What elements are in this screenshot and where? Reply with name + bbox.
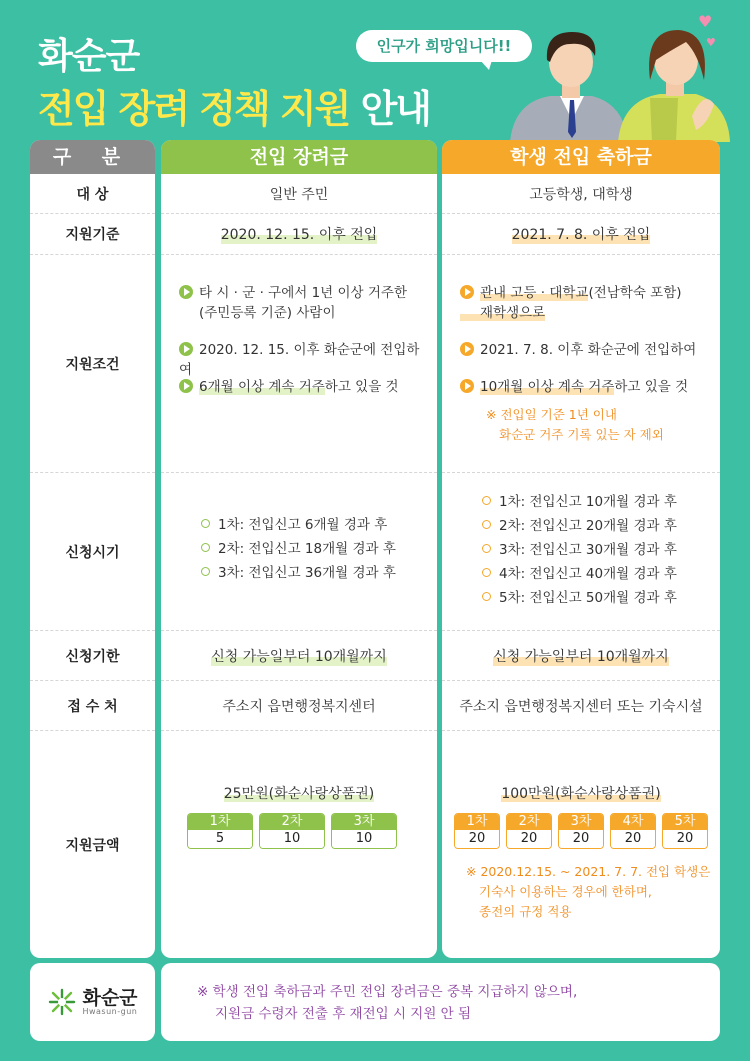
- list-item: 2차: 전입신고 18개월 경과 후: [201, 537, 396, 561]
- play-bullet-icon: [179, 342, 193, 356]
- basis-a: [161, 214, 437, 255]
- installment-chip: 4차 20: [610, 813, 656, 849]
- logo-subtitle: Hwasun-gun: [82, 1006, 138, 1016]
- installment-chip: 2차 10: [259, 813, 325, 849]
- installment-chip: 2차 20: [506, 813, 552, 849]
- amount-b-installments: [454, 813, 708, 849]
- condition-b-1: 관내 고등 · 대학교(전남학숙 포함) 재학생으로: [460, 283, 712, 323]
- amount-b-note: ※ 2020.12.15. ~ 2021. 7. 7. 전입 학생은 기숙사 이용하는 경우에 한하며, 종전의 규정 적용: [466, 864, 711, 919]
- row-label-amount: 지원금액: [65, 837, 120, 854]
- target-a: 일반 주민: [161, 174, 437, 214]
- installment-chip: 3차 20: [558, 813, 604, 849]
- installment-chip: 5차 20: [662, 813, 708, 849]
- county-logo: [30, 963, 155, 1041]
- resident-subsidy-column: [161, 140, 437, 958]
- circle-bullet-icon: [482, 568, 491, 577]
- circle-bullet-icon: [201, 519, 210, 528]
- list-item: 1차: 전입신고 6개월 경과 후: [201, 513, 396, 537]
- basis-a-text: 2020. 12. 15. 이후 전입: [221, 224, 378, 244]
- play-bullet-icon: [460, 379, 474, 393]
- office-b: 주소지 읍면행정복지센터 또는 기숙시설: [442, 681, 720, 731]
- condition-a-3: 6개월 이상 계속 거주하고 있을 것: [179, 377, 429, 397]
- label-column-header: 구 분: [30, 140, 155, 174]
- list-item: 3차: 전입신고 36개월 경과 후: [201, 561, 396, 585]
- schedule-a-list: [201, 513, 396, 585]
- logo-name: 화순군: [82, 986, 138, 1009]
- list-item: 5차: 전입신고 50개월 경과 후: [482, 586, 677, 610]
- footer-note: ※ 학생 전입 축하금과 주민 전입 장려금은 중복 지급하지 않으며, 지원금 수령자 전출 후 재전입 시 지원 안 됨: [161, 963, 720, 1041]
- play-bullet-icon: [179, 379, 193, 393]
- list-item: 4차: 전입신고 40개월 경과 후: [482, 562, 677, 586]
- list-item: 3차: 전입신고 30개월 경과 후: [482, 538, 677, 562]
- heart-icon: ♥: [706, 36, 716, 49]
- circle-bullet-icon: [482, 592, 491, 601]
- resident-subsidy-header: 전입 장려금: [161, 140, 437, 174]
- row-label-basis: 지원기준: [30, 214, 155, 255]
- condition-b-2: 2021. 7. 8. 이후 화순군에 전입하여: [460, 340, 712, 360]
- circle-bullet-icon: [482, 520, 491, 529]
- basis-b: [442, 214, 720, 255]
- office-a: 주소지 읍면행정복지센터: [161, 681, 437, 731]
- installment-chip: 3차 10: [331, 813, 397, 849]
- amount-a-installments: [187, 813, 397, 849]
- speech-bubble: 인구가 희망입니다!!: [356, 30, 532, 62]
- row-label-schedule: 신청시기: [30, 473, 155, 631]
- deadline-b: 신청 가능일부터 10개월까지: [442, 631, 720, 681]
- condition-b-3: 10개월 이상 계속 거주하고 있을 것: [460, 377, 712, 397]
- target-b: 고등학생, 대학생: [442, 174, 720, 214]
- row-label-conditions: 지원조건: [30, 255, 155, 473]
- condition-a-2: 2020. 12. 15. 이후 화순군에 전입하여: [179, 342, 420, 378]
- schedule-b-list: [482, 490, 677, 610]
- basis-b-text: 2021. 7. 8. 이후 전입: [512, 224, 651, 244]
- title-rest: 안내: [360, 87, 431, 131]
- title-highlight: 전입 장려 정책 지원: [38, 87, 350, 131]
- play-bullet-icon: [460, 342, 474, 356]
- amount-a-total: 25만원(화순사랑상품권): [223, 786, 375, 802]
- condition-a-1: 타 시 · 군 · 구에서 1년 이상 거주한 (주민등록 기준) 사람이: [179, 283, 429, 323]
- circle-bullet-icon: [201, 567, 210, 576]
- student-bonus-header: 학생 전입 축하금: [442, 140, 720, 174]
- list-item: 2차: 전입신고 20개월 경과 후: [482, 514, 677, 538]
- circle-bullet-icon: [482, 496, 491, 505]
- row-label-target: 대 상: [30, 174, 155, 214]
- installment-chip: 1차 20: [454, 813, 500, 849]
- circle-bullet-icon: [482, 544, 491, 553]
- play-bullet-icon: [460, 285, 474, 299]
- row-label-deadline: 신청기한: [30, 631, 155, 681]
- page-title: [38, 78, 430, 133]
- student-bonus-column: [442, 140, 720, 958]
- row-label-office: 접 수 처: [30, 681, 155, 731]
- installment-chip: 1차 5: [187, 813, 253, 849]
- condition-b-note: ※ 전입일 기준 1년 이내 화순군 거주 기록 있는 자 제외: [486, 407, 664, 442]
- play-bullet-icon: [179, 285, 193, 299]
- county-title: 화순군: [38, 36, 140, 77]
- sunburst-logo-icon: [47, 987, 77, 1017]
- heart-icon: ♥: [698, 12, 713, 31]
- circle-bullet-icon: [201, 543, 210, 552]
- couple-illustration-icon: [500, 20, 730, 142]
- deadline-a: 신청 가능일부터 10개월까지: [161, 631, 437, 681]
- label-column: [30, 140, 155, 958]
- list-item: 1차: 전입신고 10개월 경과 후: [482, 490, 677, 514]
- amount-b-total: 100만원(화순사랑상품권): [501, 786, 661, 802]
